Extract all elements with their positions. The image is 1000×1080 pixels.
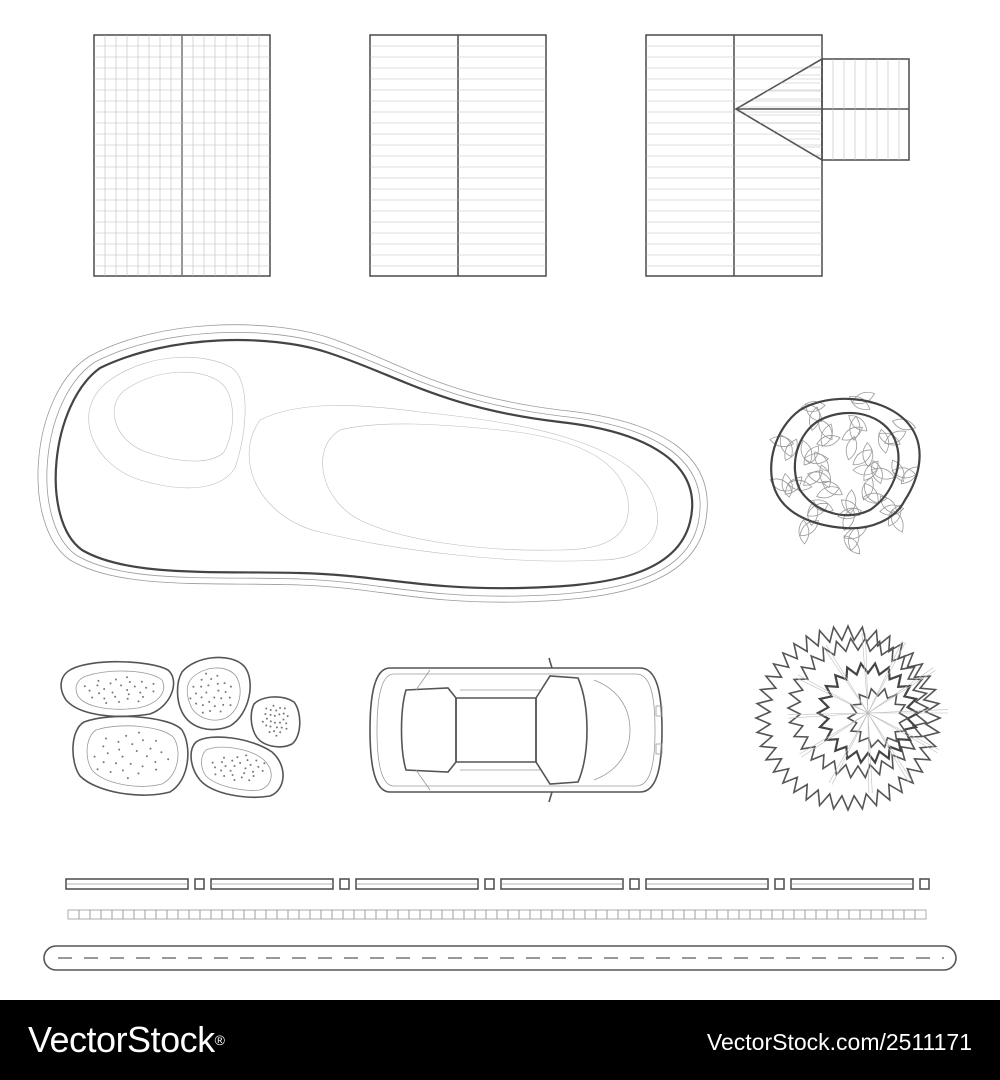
footer-bar	[0, 1000, 1000, 1080]
shrub-icon	[768, 389, 922, 557]
fence-icon	[66, 879, 929, 889]
watermark-id: VectorStock.com/2511171	[706, 1029, 972, 1055]
road-icon	[44, 946, 956, 970]
brand-mark: ®	[214, 1032, 225, 1048]
stones-icon	[61, 657, 300, 797]
car-icon	[370, 658, 662, 802]
brand-name: VectorStock	[28, 1019, 215, 1060]
pool-icon	[38, 325, 707, 602]
roof-extension-icon	[646, 35, 909, 276]
border-icon	[68, 910, 926, 919]
roof-lines-icon	[370, 35, 546, 276]
brand-logo	[28, 1018, 224, 1062]
roof-grid-icon	[94, 35, 270, 276]
tree-icon	[756, 626, 948, 810]
